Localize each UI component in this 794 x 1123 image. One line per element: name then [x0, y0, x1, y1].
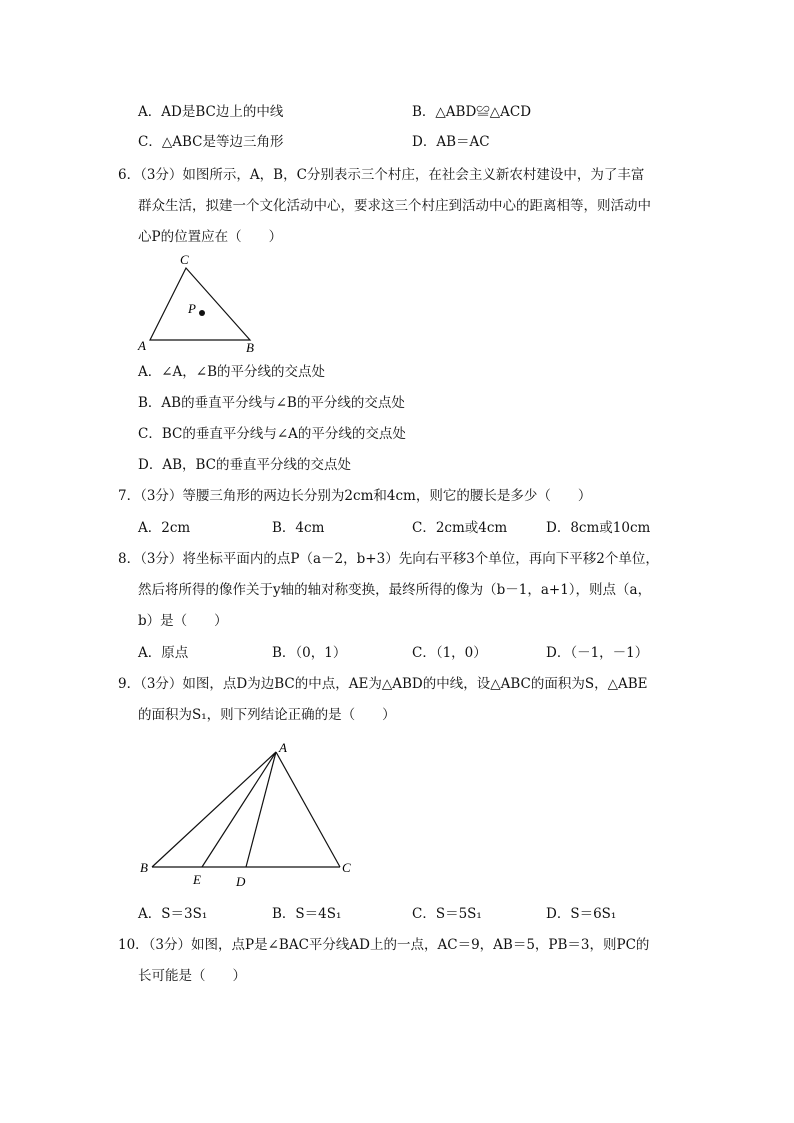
q6-option-a: A．∠A，∠B的平分线的交点处 — [138, 364, 326, 380]
q6-stem-line-3: 心P的位置应在（ ） — [138, 229, 283, 245]
q7-option-b: B．4cm — [272, 520, 325, 536]
q9-option-a: A．S＝3S₁ — [138, 906, 208, 922]
q6-stem-line-1: 6．（3分）如图所示，A，B，C分别表示三个村庄，在社会主义新农村建设中，为了丰富 — [118, 167, 645, 183]
q6-triangle — [150, 268, 250, 340]
q8-option-c: C．（1，0） — [412, 645, 487, 661]
q8-stem-line-2: 然后将所得的像作关于y轴的轴对称变换，最终所得的像为（b－1，a+1），则点（a， — [138, 582, 652, 598]
q6-option-c: C．BC的垂直平分线与∠A的平分线的交点处 — [138, 426, 406, 442]
q8-stem-line-1: 8．（3分）将坐标平面内的点P（a－2，b+3）先向右平移3个单位，再向下平移2个单位， — [118, 551, 659, 567]
q8-stem-line-3: b）是（ ） — [138, 613, 228, 629]
q6-option-d: D．AB，BC的垂直平分线的交点处 — [138, 457, 351, 473]
q9-label-e: E — [193, 872, 201, 887]
q9-segment-ae — [202, 752, 276, 867]
q8-option-b: B．（0，1） — [272, 645, 347, 661]
q6-label-b: B — [246, 340, 254, 355]
q9-stem-line-2: 的面积为S₁，则下列结论正确的是（ ） — [138, 707, 396, 723]
q7-option-d: D．8cm或10cm — [546, 520, 651, 536]
q7-option-a: A．2cm — [138, 520, 191, 536]
q9-option-b: B．S＝4S₁ — [272, 906, 342, 922]
q9-segment-ac — [276, 752, 340, 867]
q9-label-d: D — [236, 874, 246, 889]
q6-point-p — [199, 310, 205, 316]
q9-label-a: A — [279, 740, 287, 755]
q6-label-c: C — [180, 252, 189, 267]
q9-segment-ba — [152, 752, 276, 867]
q6-label-a: A — [138, 338, 146, 353]
q5-option-a: A．AD是BC边上的中线 — [138, 104, 284, 120]
q9-option-d: D．S＝6S₁ — [546, 906, 617, 922]
q9-label-b: B — [140, 860, 148, 875]
q5-option-d: D．AB＝AC — [412, 134, 490, 150]
q7-option-c: C．2cm或4cm — [412, 520, 508, 536]
q8-option-d: D．（－1，－1） — [546, 645, 649, 661]
q10-stem-line-2: 长可能是（ ） — [138, 968, 246, 984]
q5-option-b: B．△ABD≌△ACD — [412, 104, 532, 120]
q9-label-c: C — [342, 860, 351, 875]
q6-label-p: P — [188, 301, 196, 316]
q6-stem-line-2: 群众生活，拟建一个文化活动中心，要求这三个村庄到活动中心的距离相等，则活动中 — [138, 198, 651, 214]
q9-triangle-figure — [136, 736, 366, 891]
q6-triangle-figure — [130, 250, 270, 360]
q9-option-c: C．S＝5S₁ — [412, 906, 482, 922]
q7-stem-line-1: 7．（3分）等腰三角形的两边长分别为2cm和4cm，则它的腰长是多少（ ） — [118, 488, 592, 504]
q5-option-c: C．△ABC是等边三角形 — [138, 134, 284, 150]
q9-stem-line-1: 9．（3分）如图，点D为边BC的中点，AE为△ABD的中线，设△ABC的面积为S，△ABE — [118, 676, 648, 692]
q6-option-b: B．AB的垂直平分线与∠B的平分线的交点处 — [138, 395, 405, 411]
q8-option-a: A．原点 — [138, 645, 189, 661]
q10-stem-line-1: 10．（3分）如图，点P是∠BAC平分线AD上的一点，AC＝9，AB＝5，PB＝3，则PC的 — [118, 937, 650, 953]
q9-segment-ad — [246, 752, 276, 867]
